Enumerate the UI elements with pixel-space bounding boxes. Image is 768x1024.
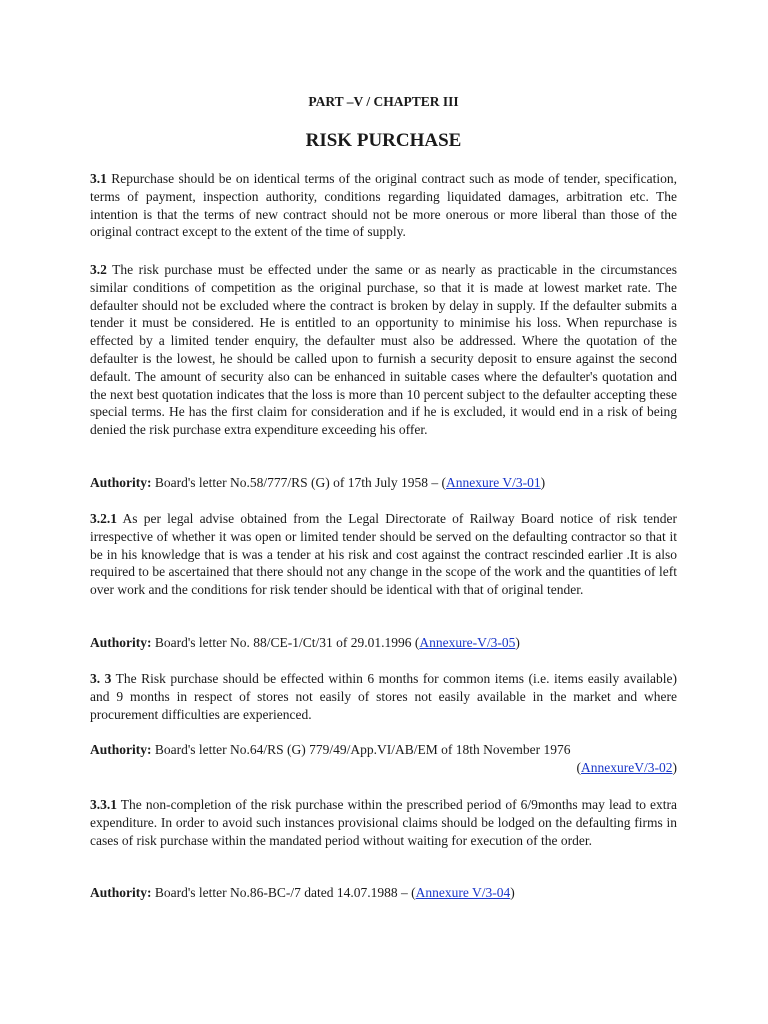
authority-label: Authority: [90, 742, 152, 757]
page-title: RISK PURCHASE [305, 130, 462, 151]
section-3-2 [90, 261, 677, 439]
authority-ref [90, 759, 677, 777]
section-number: 3.1 [90, 171, 107, 186]
section-3-3 [90, 670, 677, 723]
annexure-link[interactable]: AnnexureV/3-02 [581, 759, 673, 775]
section-number: 3.3.1 [90, 797, 117, 812]
section-text: The risk purchase must be effected under the same or as nearly as practicable in the circumstances similar conditions of competition as the original purchase, so that it is made at lowest market rate. The defaulter should not be excluded where the contract is broken by delay in supply. If the defaulter submits a tender it must be considered. He is entitled to an opportunity to minimise his loss. When repurchase is effected by a limited tender enquiry, the defaulter must also be addressed. Where the quotation of the defaulter is the lowest, he should be called upon to furnish a security deposit to ensure against the second default. The amount of security also can be enhanced in suitable cases where the defaulter's quotation and the next best quotation indicates that the loss is more than 10 percent subject to the defaulter accepting these special terms. He has the first claim for consideration and if he is excluded, it would end in a risk of being denied the risk purchase extra expenditure exceeding his offer. [90, 262, 677, 438]
authority-label: Authority: [90, 885, 152, 900]
opening-paren: ( [576, 759, 582, 775]
authority-2 [90, 634, 677, 652]
authority-3 [90, 741, 677, 777]
closing-paren: ) [515, 635, 520, 650]
closing-paren: ) [540, 475, 546, 490]
authority-text: Board's letter No.58/777/RS (G) of 17th July 1958 – ( [151, 475, 447, 490]
section-3-3-1 [90, 796, 677, 849]
section-text: As per legal advise obtained from the Legal Directorate of Railway Board notice of risk tender irrespective of whether it was open or limited tender should be served on the defaulting contractor so that it be in his knowledge that is was a tender at his risk and cost against the contract rescinded earlier .It is also required to be ascertained that there should not any change in the scope of the work and the quantities of left over work and the conditions for risk tender should be identical with that of original tender. [90, 511, 677, 598]
section-text: Repurchase should be on identical terms of the original contract such as mode of tender, specification, terms of payment, inspection authority, conditions regarding liquidated damages, arbitration etc. The intention is that the terms of new contract should not be more onerous or more liberal than those of the original contract except to the extent of the time of supply. [90, 171, 677, 240]
annexure-link[interactable]: Annexure V/3-01 [446, 475, 541, 490]
section-text: The non-completion of the risk purchase within the prescribed period of 6/9months may lead to extra expenditure. In order to avoid such instances provisional claims should be lodged on the defaulting firms in cases of risk purchase within the mandated period without waiting for execution of the order. [90, 797, 677, 848]
closing-paren: ) [510, 885, 515, 900]
authority-label: Authority: [90, 475, 152, 490]
section-number: 3.2.1 [90, 511, 117, 526]
authority-text: Board's letter No.64/RS (G) 779/49/App.VI/AB/EM of 18th November 1976 [151, 742, 571, 757]
authority-text: Board's letter No.86-BC-/7 dated 14.07.1988 – ( [151, 885, 416, 900]
section-number: 3. 3 [90, 671, 112, 686]
section-3-2-1 [90, 510, 677, 599]
annexure-link[interactable]: Annexure-V/3-05 [419, 635, 516, 650]
section-number: 3.2 [90, 262, 107, 277]
closing-paren: ) [672, 759, 677, 775]
authority-4 [90, 884, 677, 902]
section-text: The Risk purchase should be effected within 6 months for common items (i.e. items easily available) and 9 months in respect of stores not easily of stores not easily available in the market and where procurement difficulties are experienced. [90, 671, 677, 722]
authority-text: Board's letter No. 88/CE-1/Ct/31 of 29.01.1996 ( [151, 635, 420, 650]
annexure-link[interactable]: Annexure V/3-04 [415, 885, 511, 900]
section-3-1 [90, 170, 677, 241]
authority-label: Authority: [90, 635, 152, 650]
part-heading: PART –V / CHAPTER III [308, 94, 459, 109]
authority-1 [90, 474, 677, 492]
